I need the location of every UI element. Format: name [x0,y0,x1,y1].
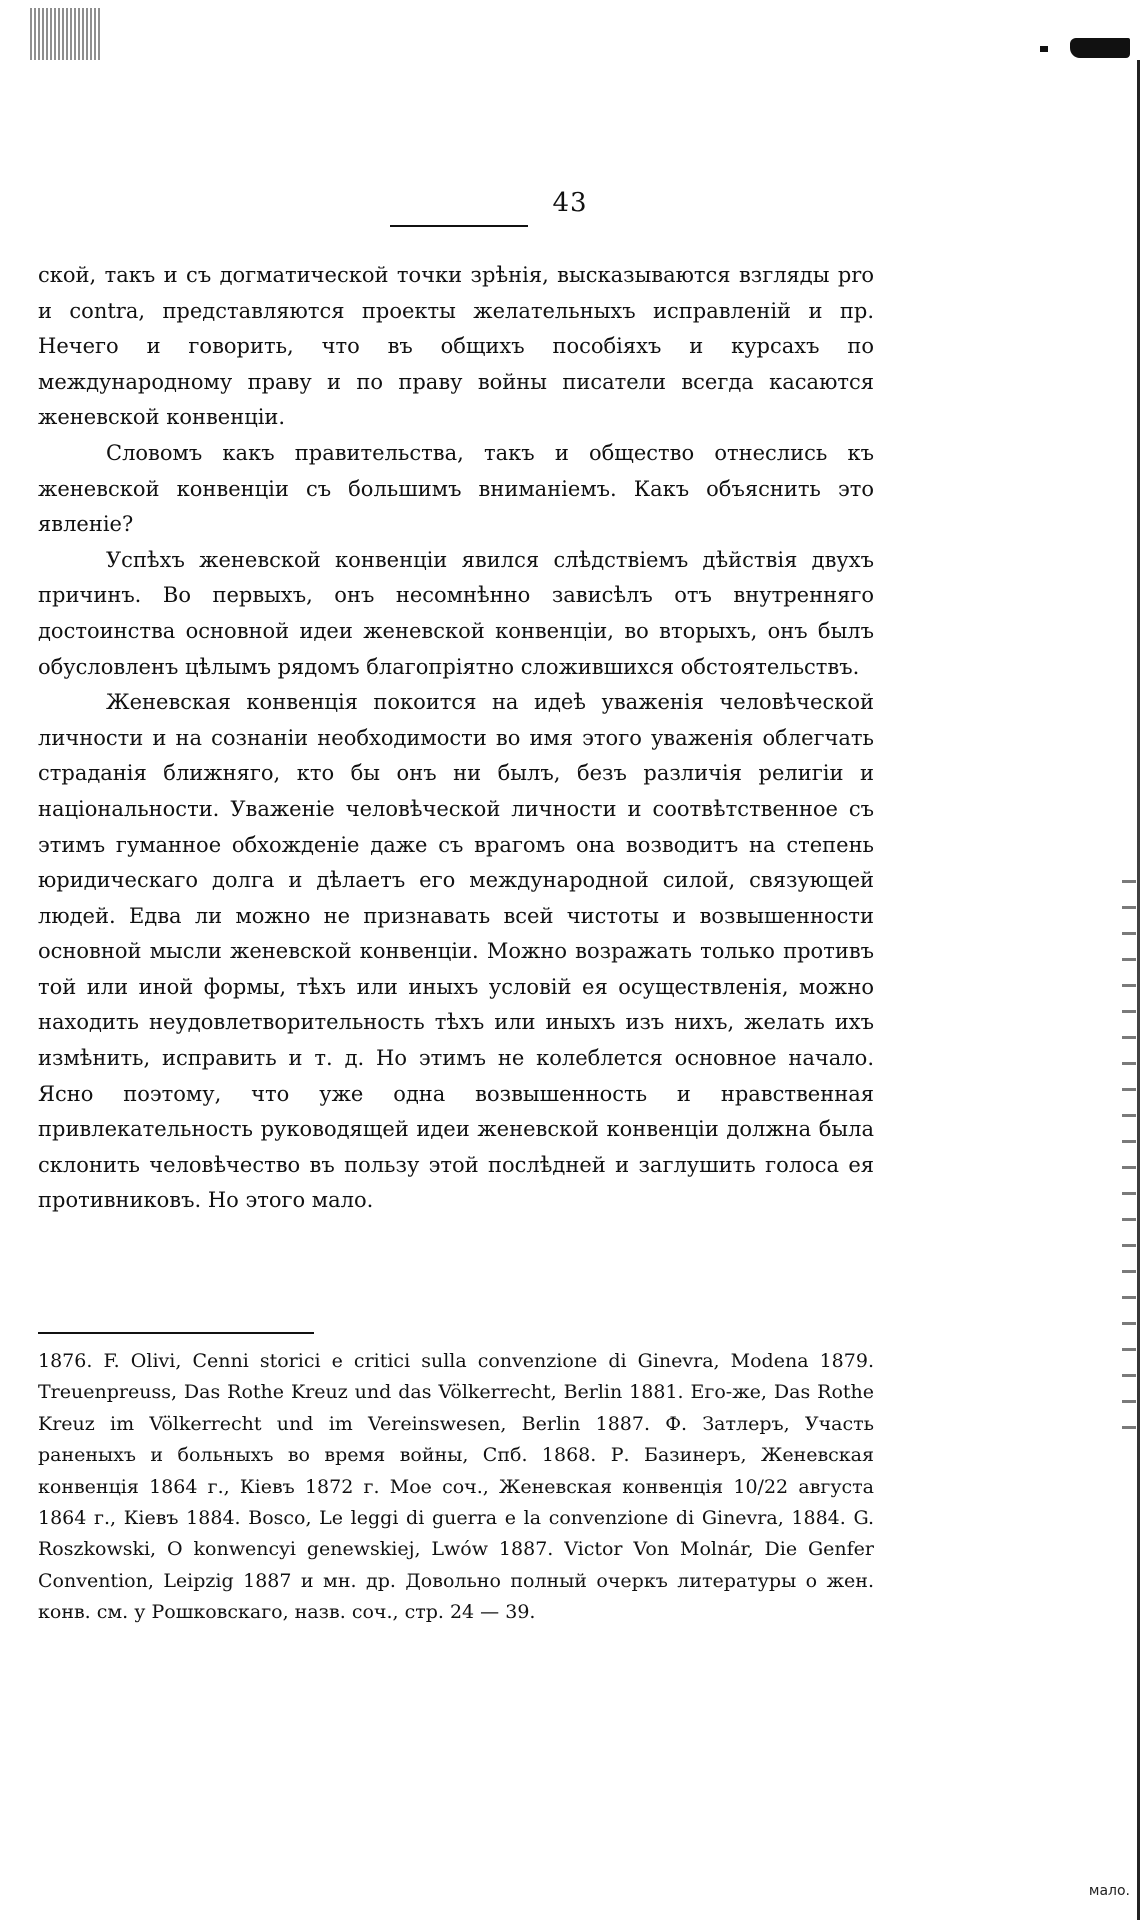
footnote [38,1346,874,1629]
footnote-rule [38,1332,314,1334]
page-number [0,188,1140,224]
page-edge-speckle [1122,880,1136,1440]
scan-artifact-dot [1040,46,1048,52]
scan-artifact-top-right [1040,38,1130,60]
paragraph-2: Словомъ какъ правительства, такъ и общество отнеслись къ женевской конвенціи съ большимъ вниманіемъ. Какъ объяснить это явленіе? [38,440,874,537]
paragraph-1: ской, такъ и съ догматической точки зрѣнія, высказываются взгляды pro и contra, представляются проекты желательныхъ исправленій и пр. Нечего и говорить, что въ общихъ пособіяхъ и курсахъ по международному праву и по праву войны писатели всегда касаются женевской конвенціи. [38,263,874,430]
scan-artifact-top-left [30,8,100,60]
main-text [38,258,874,1219]
footnote-text: 1876. F. Olivi, Cenni storici e critici sulla convenzione di Ginevra, Modena 1879. Treuenpreuss, Das Rothe Kreuz und das Völkerrecht, Berlin 1881. Его-же, Das Rothe Kreuz im Völkerrecht und im Vereinswesen, Berlin 1887. Ф. Затлеръ, Участь раненыхъ и больныхъ во время войны, Спб. 1868. Р. Базинеръ, Женевская конвенція 1864 г., Кіевъ 1872 г. Мое соч., Женевская конвенція 10/22 августа 1864 г., Кіевъ 1884. Bosco, Le leggi di guerra e la convenzione di Ginevra, 1884. G. Roszkowski, O konwencyi genewskiej, Lwów 1887. Victor Von Molnár, Die Genfer Convention, Leipzig 1887 и мн. др. Довольно полный очеркъ литературы о жен. конв. см. у Рошковскаго, назв. соч., стр. 24 — 39. [38,1350,874,1624]
scan-artifact-blob [1070,38,1130,58]
bottom-margin-mark: мало. [1088,1883,1130,1899]
page-number-text: 43 [552,188,588,218]
page-number-rule [390,225,528,227]
paragraph-4: Женевская конвенція покоится на идеѣ уваженія человѣческой личности и на сознаніи необходимости во имя этого уваженія облегчать страданія ближняго, кто бы онъ ни былъ, безъ различія религіи и національности. Уваженіе человѣческой личности и соотвѣтственное съ этимъ гуманное обхожденіе даже съ врагомъ она возводитъ на степень юридическаго долга и дѣлаетъ его международной силой, связующей людей. Едва ли можно не признавать всей чистоты и возвышенности основной мысли женевской конвенціи. Можно возражать только противъ той или иной формы, тѣхъ или иныхъ условій ея осуществленія, можно находить неудовлетворительность тѣхъ или иныхъ изъ нихъ, желать ихъ измѣнить, исправить и т. д. Но этимъ не колеблется основное начало. Ясно поэтому, что уже одна возвышенность и нравственная привлекательность руководящей идеи женевской конвенціи должна была склонить человѣчество въ пользу этой послѣдней и заглушить голоса ея противниковъ. Но этого мало. [38,690,874,1213]
paragraph-3: Успѣхъ женевской конвенціи явился слѣдствіемъ дѣйствія двухъ причинъ. Во первыхъ, онъ несомнѣнно зависѣлъ отъ внутренняго достоинства основной идеи женевской конвенціи, во вторыхъ, онъ былъ обусловленъ цѣлымъ рядомъ благопріятно сложившихся обстоятельствъ. [38,547,874,679]
